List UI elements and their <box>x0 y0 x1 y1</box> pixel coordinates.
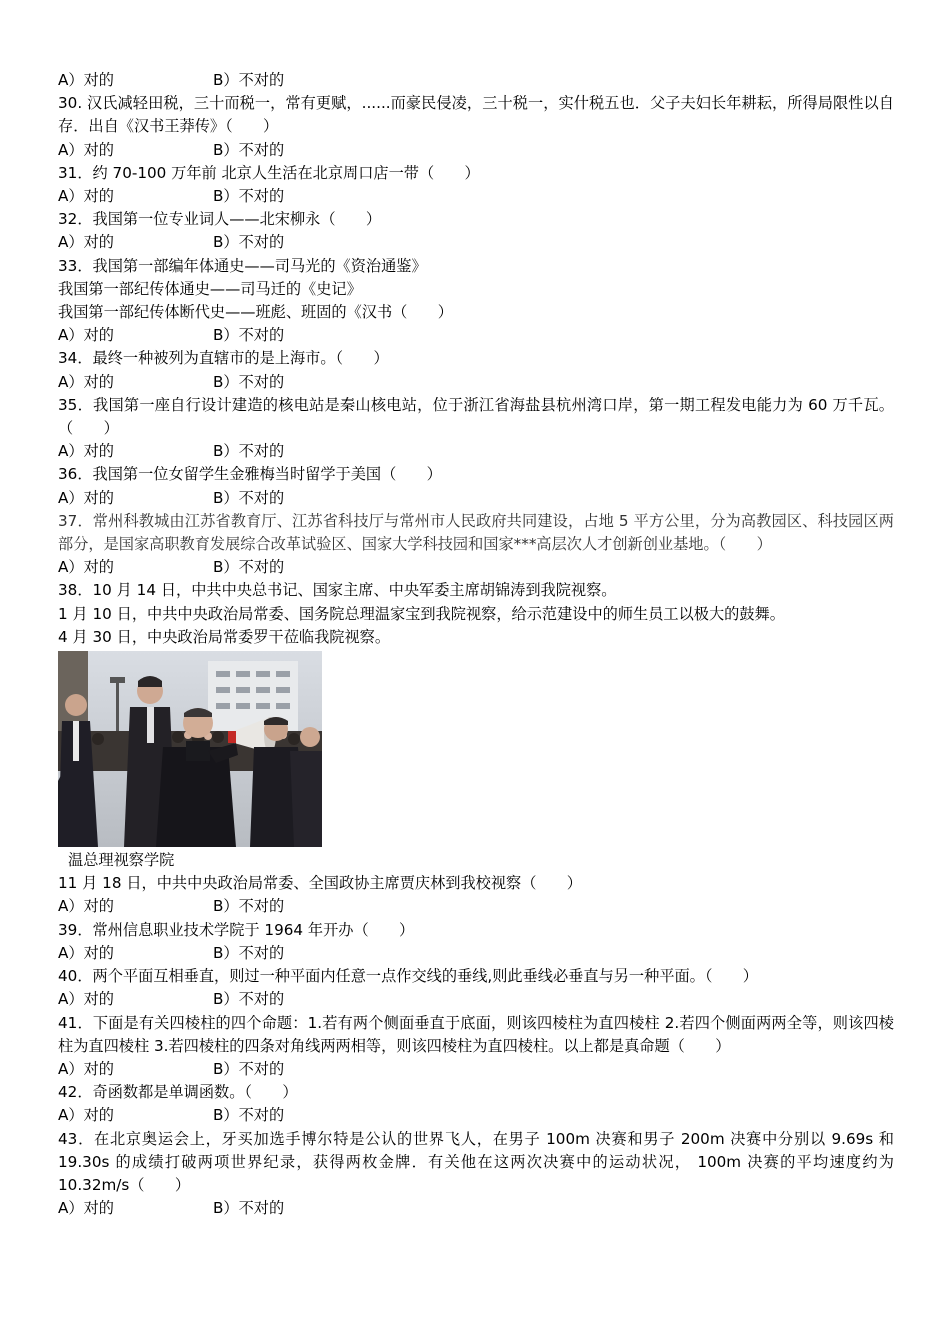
question-33-line-1: 33．我国第一部编年体通史——司马光的《资治通鉴》 <box>58 256 427 275</box>
option-a: A）对的 <box>58 488 114 507</box>
option-b: B）不对的 <box>213 943 285 962</box>
option-a: A）对的 <box>58 990 114 1009</box>
question-40: 40．两个平面互相垂直，则过一种平面内任意一点作交线的垂线,则此垂线必垂直与另一种平面。（ ） <box>58 967 758 986</box>
option-b: B）不对的 <box>213 1199 285 1218</box>
question-34: 34．最终一种被列为直辖市的是上海市。（ ） <box>58 349 389 368</box>
answer-options <box>58 487 894 510</box>
option-a: A）对的 <box>58 1059 114 1078</box>
option-a: A）对的 <box>58 442 114 461</box>
option-b: B）不对的 <box>213 140 285 159</box>
photo-caption: 温总理视察学院 <box>68 851 175 870</box>
question-38-tail: 11 月 18 日，中共中央政治局常委、全国政协主席贾庆林到我校视察（ ） <box>58 874 582 893</box>
option-b: B）不对的 <box>213 71 285 89</box>
answer-options <box>58 1104 894 1127</box>
question-36: 36．我国第一位女留学生金雅梅当时留学于美国（ ） <box>58 465 442 484</box>
option-b: B）不对的 <box>213 1059 285 1078</box>
answer-options <box>58 988 894 1011</box>
answer-options <box>58 1058 894 1081</box>
option-b: B）不对的 <box>213 187 285 206</box>
answer-options <box>58 69 894 92</box>
option-a: A）对的 <box>58 71 114 89</box>
answer-options <box>58 324 894 347</box>
option-a: A）对的 <box>58 897 114 916</box>
answer-options <box>58 1197 894 1220</box>
question-35: 35．我国第一座自行设计建造的核电站是秦山核电站，位于浙江省海盐县杭州湾口岸，第一期工程发电能力为 60 万千瓦。（ ） <box>58 395 894 438</box>
option-a: A）对的 <box>58 233 114 252</box>
answer-options <box>58 139 894 162</box>
question-33-line-3: 我国第一部纪传体断代史——班彪、班固的《汉书（ ） <box>58 303 453 322</box>
question-39: 39．常州信息职业技术学院于 1964 年开办（ ） <box>58 920 415 939</box>
question-37: 37．常州科教城由江苏省教育厅、江苏省科技厅与常州市人民政府共同建设，占地 5 平方公里，分为高教园区、科技园区两部分，是国家高职教育发展综合改革试验区、国家大学科技园和国家***高层次人才创新创业基地。（ ） <box>58 511 894 554</box>
option-a: A）对的 <box>58 1106 114 1125</box>
option-a: A）对的 <box>58 1199 114 1218</box>
option-b: B）不对的 <box>213 233 285 252</box>
option-b: B）不对的 <box>213 990 285 1009</box>
question-41: 41．下面是有关四棱柱的四个命题：1.若有两个侧面垂直于底面，则该四棱柱为直四棱柱 2.若四个侧面两两全等，则该四棱柱为直四棱柱 3.若四棱柱的四条对角线两两相等，则该四棱柱为直四棱柱。以上都是真命题（ ） <box>58 1013 894 1055</box>
option-b: B）不对的 <box>213 897 285 916</box>
option-b: B）不对的 <box>213 326 285 345</box>
answer-options <box>58 231 894 254</box>
question-38-line-2: 1 月 10 日，中共中央政治局常委、国务院总理温家宝到我院视察，给示范建设中的师生员工以极大的鼓舞。 <box>58 604 785 623</box>
visit-photo <box>58 651 322 847</box>
question-42: 42．奇函数都是单调函数。（ ） <box>58 1083 298 1102</box>
option-a: A）对的 <box>58 187 114 206</box>
document-page <box>58 69 894 1220</box>
answer-options <box>58 895 894 918</box>
answer-options <box>58 942 894 965</box>
option-a: A）对的 <box>58 326 114 345</box>
answer-options <box>58 440 894 463</box>
option-b: B）不对的 <box>213 488 285 507</box>
option-a: A）对的 <box>58 140 114 159</box>
answer-options <box>58 556 894 579</box>
question-38-line-1: 38．10 月 14 日，中共中央总书记、国家主席、中央军委主席胡锦涛到我院视察。 <box>58 581 617 600</box>
question-38-line-3: 4 月 30 日，中央政治局常委罗干莅临我院视察。 <box>58 627 391 646</box>
question-30: 30. 汉氏减轻田税，三十而税一，常有更赋，......而豪民侵凌，三十税一，实什税五也．父子夫妇长年耕耘，所得局限性以自存．出自《汉书王莽传》（ ） <box>58 94 894 136</box>
option-b: B）不对的 <box>213 372 285 391</box>
question-33-line-2: 我国第一部纪传体通史——司马迁的《史记》 <box>58 279 362 298</box>
option-a: A）对的 <box>58 558 114 577</box>
question-43: 43．在北京奥运会上，牙买加选手博尔特是公认的世界飞人，在男子 100m 决赛和男子 200m 决赛中分别以 9.69s 和 19.30s 的成绩打破两项世界纪录，获得两枚金牌．有关他在这两次决赛中的运动状况， 100m 决赛的平均速度约为 10.32m/s（ ） <box>58 1129 894 1194</box>
option-b: B）不对的 <box>213 558 285 577</box>
option-a: A）对的 <box>58 372 114 391</box>
answer-options <box>58 371 894 394</box>
option-a: A）对的 <box>58 943 114 962</box>
question-32: 32．我国第一位专业词人——北宋柳永（ ） <box>58 210 382 229</box>
option-b: B）不对的 <box>213 1106 285 1125</box>
question-31: 31．约 70-100 万年前 北京人生活在北京周口店一带（ ） <box>58 163 480 182</box>
answer-options <box>58 185 894 208</box>
option-b: B）不对的 <box>213 442 285 461</box>
